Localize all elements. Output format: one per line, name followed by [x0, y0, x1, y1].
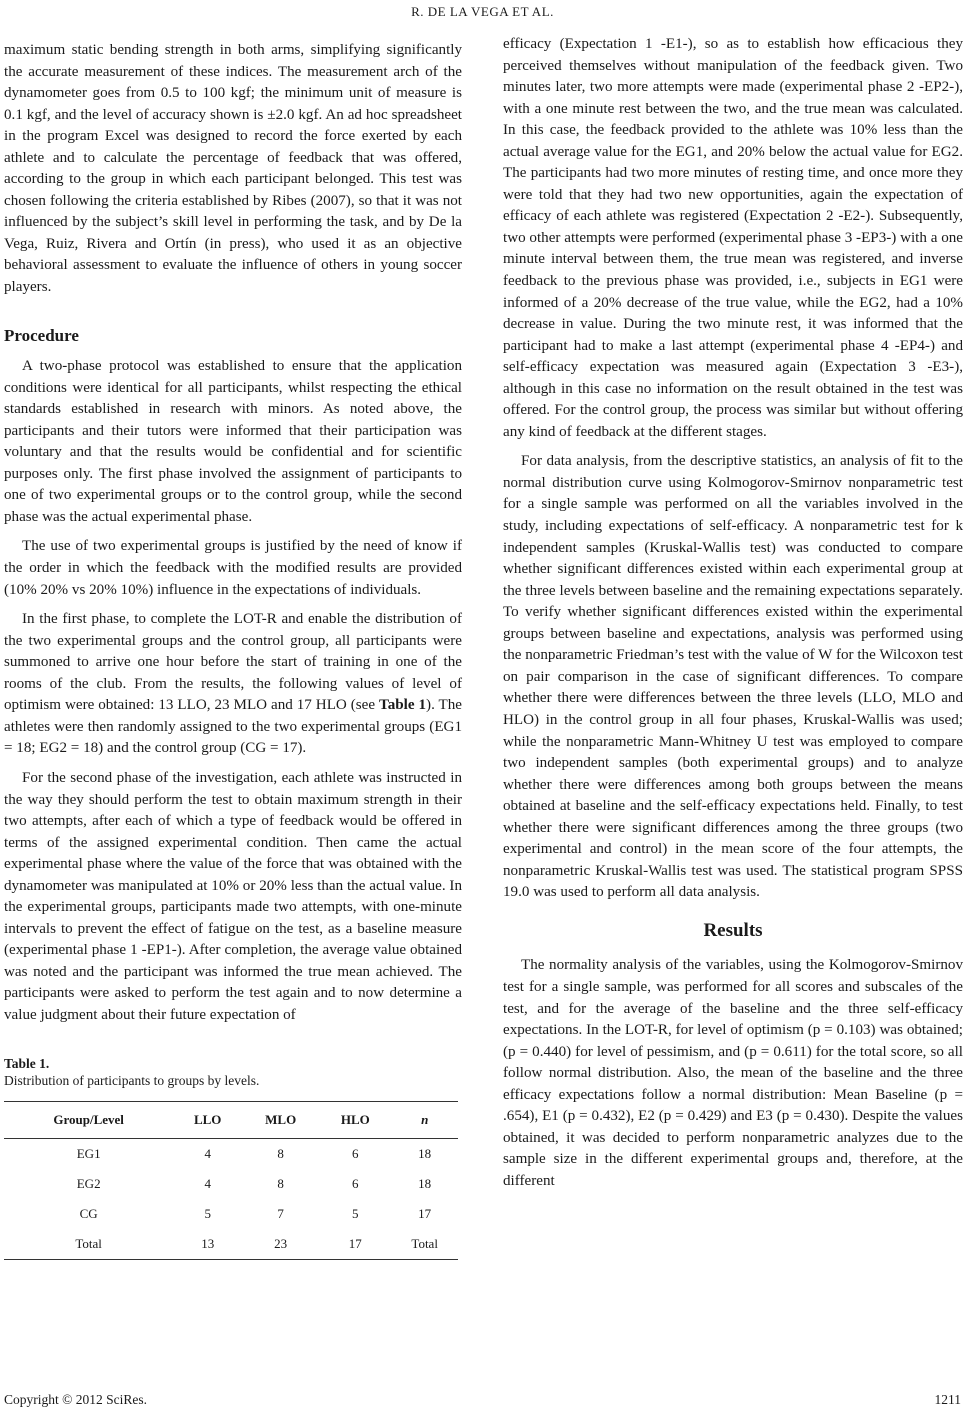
table-cell: Total	[75, 1236, 102, 1252]
table-cell: 18	[418, 1146, 432, 1162]
paragraph: efficacy (Expectation 1 -E1-), so as to establish how efficacious they perceived themselves without manipulation of the feedback given. Two minutes later, two more attempts were made (experimental phase 2 -EP2-), with a one minute rest between the two, and the true mean was calculated. In this case, the feedback provided to the athlete was 10% less than the actual average value for the EG1, and 20% below the actual value for EG2. The participants had two more minutes of resting time, and once more they were told that they had two new opportunities, again the expectation of efficacy of each athlete was registered (Expectation 2 -E2-). Subsequently, two other attempts were performed (experimental phase 3 -EP3-) with a one minute interval between them, the true mean was registered, and inverse feedback to the previous phase was provided, i.e., subjects in EG1 were informed of a 20% decrease of the true value, while the EG2, had a 10% decrease in value. During the two minute rest, it was informed that the participant had to make a last attempt (experimental phase 4 -EP4-) and self-efficacy expectation was measured again (Expectation 3 -E3-), although in this case no information on the result obtained in the test was offered. For the control group, the process was similar but without offering any kind of feedback at the different stages.	[503, 36, 963, 440]
table-cell: CG	[79, 1206, 98, 1222]
right-column	[503, 34, 963, 1192]
table-row	[4, 1138, 458, 1169]
table-row	[4, 1229, 458, 1260]
table-cell: EG1	[76, 1146, 101, 1162]
table-cell: 4	[204, 1146, 211, 1162]
section-heading-results: Results	[703, 919, 763, 941]
table-cell: 5	[352, 1206, 359, 1222]
table-header-row	[4, 1101, 458, 1138]
paragraph	[4, 609, 462, 760]
paragraph: The normality analysis of the variables, using the Kolmogorov-Smirnov test for a single sample, was performed for all scores and subscales of the test, and for the average of the baseline and the three self-efficacy expectations. In the LOT-R, for level of optimism (p = 0.103) was obtained; (p = 0.440) for level of pessimism, and (p = 0.611) for the total score, so all follow normal distribution. Also, the mean of the baseline and the three efficacy expectations follow a normal distribution: Mean Baseline (p = .654), E1 (p = 0.432), E2 (p = 0.429) and E3 (p = 0.430). Despite the values obtained, it was decided to perform nonparametric analyzes due to the sample size in the different experimental groups and, therefore, at the different	[503, 957, 963, 1189]
table-cell: 6	[352, 1176, 359, 1192]
section-heading-procedure: Procedure	[4, 325, 79, 345]
page-number: 1211	[934, 1392, 961, 1407]
table-1-block	[4, 1055, 462, 1260]
distribution-table	[4, 1101, 458, 1260]
table-cell: 4	[204, 1176, 211, 1192]
table-cell: 8	[277, 1176, 284, 1192]
table-cell: 5	[204, 1206, 211, 1222]
paragraph: A two-phase protocol was established to ensure that the application conditions were identical for all participants, whilst respecting the ethical standards established in research with minors. As noted above, the participants and their tutors were informed that their participation was voluntary and that the results would be confidential and for scientific purposes only. The first phase involved the assignment of participants to one of two experimental groups or to the control group, while the second phase was the actual experimental phase.	[4, 358, 462, 525]
paragraph: The use of two experimental groups is justified by the need of know if the order in which the feedback with the modified results are provided (10% 20% vs 20% 10%) influence in the expectations of individuals.	[4, 538, 462, 598]
column-header: MLO	[265, 1112, 297, 1128]
table-cell: 7	[277, 1206, 284, 1222]
table-cell: 8	[277, 1146, 284, 1162]
table-row	[4, 1169, 458, 1199]
paragraph-text: In the first phase, to complete the LOT-R and enable the distribution of the two experimental groups and the control group, all participants were summoned to arrive one hour before the start of training in one of the rooms of the club. From the results, the following values of level of optimism were obtained: 13 LLO, 23 MLO and 17 HLO (see	[4, 611, 462, 714]
paragraph: maximum static bending strength in both arms, simplifying significantly the accurate measurement of these indices. The measurement arch of the dynamometer goes from 0.5 to 100 kgf; the minimum unit of measure is 0.1 kgf, and the level of accuracy shown is ±2.0 kgf. An ad hoc spreadsheet in the program Excel was designed to record the force exerted by each athlete and to calculate the percentage of feedback that was offered, according to the group in which each participant belonged. This test was chosen following the criteria established by Ribes (2007), so that it was not influenced by the subject’s skill level in performing the task, and by De la Vega, Ruiz, Rivera and Ortín (in press), who used it as an objective behavioral assessment to evaluate the influence of others in young soccer players.	[4, 42, 462, 296]
column-header: HLO	[340, 1112, 370, 1128]
copyright-notice: Copyright © 2012 SciRes.	[4, 1392, 148, 1407]
paragraph: For data analysis, from the descriptive statistics, an analysis of fit to the normal distribution curve using Kolmogorov-Smirnov nonparametric test for a single sample was performed on all the variables involved in the study, including expectations of self-efficacy. A nonparametric test for k independent samples (Kruskal-Wallis test) was conducted to compare whether significant differences existed within each experimental group at the three levels between baseline and the remaining expectations separately. To verify whether significant differences existed within the experimental groups between baseline and expectations, analysis was performed using the nonparametric Friedman’s test with the value of W for the Wilcoxon test on pair comparison in the case of significant differences. To compare whether there were differences between the three levels (LLO, MLO and HLO) in the control group in all four phases, Kruskal-Wallis was used; while the nonparametric Mann-Whitney U test was employed to compare two independent samples (both experimental groups) and to analyze whether there were differences among both groups between the means obtained at baseline and the self-efficacy expectations held. Finally, to test whether there were significant differences among the three groups (two experimental and control) in the mean score of the four attempts, the nonparametric Kruskal-Wallis test was used. The statistical program SPSS 19.0 was used to perform all data analysis.	[503, 453, 963, 901]
column-header: LLO	[193, 1112, 222, 1128]
left-column	[4, 40, 462, 1260]
column-header: n	[421, 1112, 429, 1128]
table-cell: 17	[418, 1206, 432, 1222]
table-cell: 13	[201, 1236, 215, 1252]
column-header: Group/Level	[53, 1112, 124, 1128]
table-caption: Distribution of participants to groups by levels.	[4, 1072, 260, 1088]
table-reference-link[interactable]: Table 1	[379, 697, 427, 714]
table-cell: EG2	[76, 1176, 101, 1192]
table-cell: Total	[411, 1236, 438, 1252]
table-cell: 6	[352, 1146, 359, 1162]
table-cell: 23	[274, 1236, 288, 1252]
table-label: Table 1.	[4, 1055, 50, 1071]
running-header: R. DE LA VEGA ET AL.	[411, 4, 554, 19]
table-cell: 18	[418, 1176, 432, 1192]
table-row	[4, 1199, 458, 1229]
paragraph-text: ). The athletes were then randomly assigned to the two experimental groups (EG1 = 18; EG2 = 18) and the control group (CG = 17).	[4, 697, 462, 757]
table-cell: 17	[348, 1236, 362, 1252]
paragraph: For the second phase of the investigation, each athlete was instructed in the way they should perform the test to obtain maximum strength in their two attempts, after each of which a type of feedback would be offered in terms of the assigned experimental condition. Then came the actual experimental phase where the value of the force that was obtained with the dynamometer was manipulated at 10% or 20% less than the actual value. In the experimental groups, participants made two attempts, with one-minute intervals to prevent the effect of fatigue on the test, as a baseline measure (experimental phase 1 -EP1-). After completion, the average value obtained was noted and the participant was informed the true mean achieved. The participants were asked to perform the test again and to now determine a value judgment about their future expectation of	[4, 769, 462, 1023]
